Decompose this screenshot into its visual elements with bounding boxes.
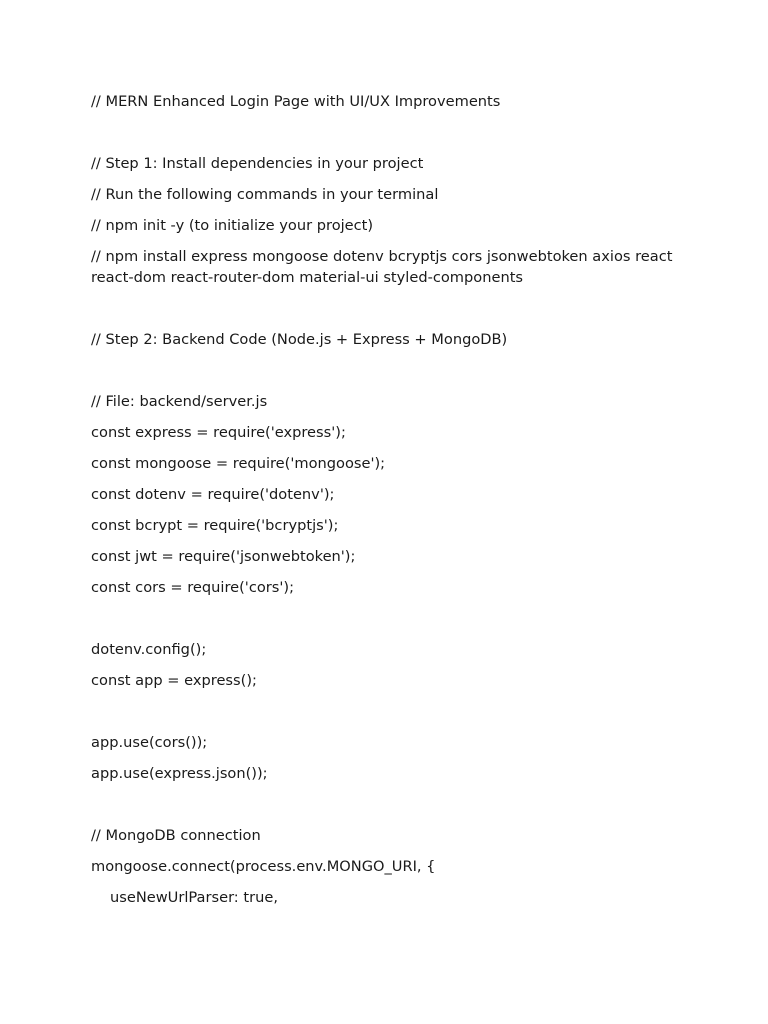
mongodb-comment: // MongoDB connection bbox=[91, 827, 261, 844]
blank-line bbox=[91, 360, 691, 381]
document-body bbox=[91, 91, 691, 918]
blank-line bbox=[91, 122, 691, 143]
run-commands-comment: // Run the following commands in your terminal bbox=[91, 186, 439, 203]
require-cors-line: const cors = require('cors'); bbox=[91, 579, 294, 596]
npm-init-comment: // npm init -y (to initialize your project) bbox=[91, 217, 374, 234]
step1-comment: // Step 1: Install dependencies in your project bbox=[91, 155, 424, 172]
use-json-line: app.use(express.json()); bbox=[91, 765, 268, 782]
use-cors-line: app.use(cors()); bbox=[91, 734, 208, 751]
heading-comment: // MERN Enhanced Login Page with UI/UX Improvements bbox=[91, 93, 501, 110]
npm-install-comment: // npm install express mongoose dotenv bcryptjs cors jsonwebtoken axios react react-dom react-router-dom material-ui styled-components bbox=[91, 248, 678, 286]
require-express-line: const express = require('express'); bbox=[91, 424, 346, 441]
dotenv-config-line: dotenv.config(); bbox=[91, 641, 207, 658]
require-bcrypt-line: const bcrypt = require('bcryptjs'); bbox=[91, 517, 339, 534]
file-comment: // File: backend/server.js bbox=[91, 393, 268, 410]
app-create-line: const app = express(); bbox=[91, 672, 257, 689]
mongoose-connect-line: mongoose.connect(process.env.MONGO_URI, { bbox=[91, 858, 436, 875]
require-mongoose-line: const mongoose = require('mongoose'); bbox=[91, 455, 386, 472]
step2-comment: // Step 2: Backend Code (Node.js + Express + MongoDB) bbox=[91, 331, 508, 348]
use-new-url-parser-line: useNewUrlParser: true, bbox=[110, 889, 278, 906]
blank-line bbox=[91, 794, 691, 815]
blank-line bbox=[91, 608, 691, 629]
require-dotenv-line: const dotenv = require('dotenv'); bbox=[91, 486, 335, 503]
blank-line bbox=[91, 298, 691, 319]
blank-line bbox=[91, 701, 691, 722]
require-jwt-line: const jwt = require('jsonwebtoken'); bbox=[91, 548, 356, 565]
